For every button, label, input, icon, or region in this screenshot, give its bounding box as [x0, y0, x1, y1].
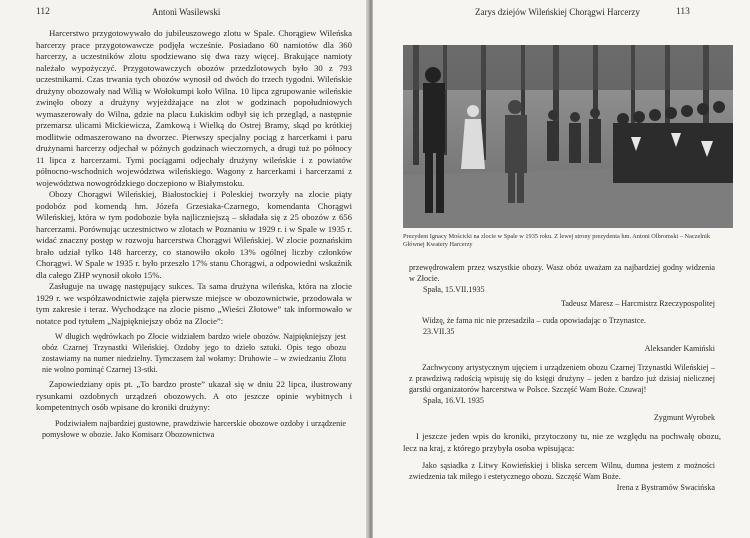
left-body-text [36, 28, 352, 440]
historical-photo [403, 45, 733, 228]
quote-date: Spała, 15.VII.1935 [423, 285, 485, 294]
paragraph: Harcerstwo przygotowywało do jubileuszowego zlotu w Spale. Chorągiew Wileńska harcerzy prace przygotowawcze podjęła wcześnie. Posiadano 60 namiotów dla 360 harcerzy, a uczestników zlotu spodziewano się dwa razy więcej. Brakujące namioty należało wypożyczyć. Przygotowawczych obozów przedzlotowych było 30 z 793 uczestnikami. Czas trwania tych obozów wynosił od dwóch do trzech tygodni. Wileńskie drużyny obozowały nad Wilią w Wołokumpi koło Wilna. 10 lipca zgrupowanie wileńskie zwinęło obozy a drużyny wyjeżdżające na zlot w godzinach popołudniowych wymaszerowały do Wilna, gdzie na placu Łukiskim odbył się ich przegląd, a następnie przemarsz ulicami Mickiewicza, Zamkową i Wielką do Ostrej Bramy, skąd po krótkiej modlitwie odmaszerowano na dworzec. Pierwszy specjalny pociąg z harcerkami i paru drużynami harcerzy odjechał w późnych godzinach wieczornych, a drugi tuż po północy 11 lipca z harcerzami. Tymi pociągami odjechały drużyny wileńskie i z powiatów północno-wschodnich województwa wileńskiego. Wagony z harcerkami i harcerzami z województwa nowogródzkiego doczepiono w Białymstoku. [36, 28, 352, 188]
left-page [0, 0, 369, 538]
block-quote: Jako sąsiadka z Litwy Kowieńskiej i bliska sercem Wilnu, dumna jestem z możności zwiedzenia tak miłego i estetycznego obozu. Szczęść Wam Boże. [409, 461, 715, 481]
quote-signature: Irena z Bystramów Swacińska [616, 483, 715, 492]
right-body-text [403, 262, 721, 493]
block-quote: Widzę, że fama nic nie przesadziła – cuda opowiadając o Trzynastce. [422, 316, 646, 325]
paragraph: Zasługuje na uwagę następujący sukces. Ta sama drużyna wileńska, która na zlocie 1929 r. we współzawodnictwie zajęła pierwsze miejsce w obozownictwie, przodowała w tym zakresie i teraz. Wychodzące na zlocie pismo „Wieści Złotowe” tak informowało w notatce pod tytułem „Najpiękniejszy obóz na Zlocie”: [36, 281, 352, 326]
running-head-left: Antoni Wasilewski [152, 7, 221, 17]
right-page [373, 0, 750, 538]
page-number-left: 112 [36, 7, 50, 17]
block-quote: przewędrowałem przez wszystkie obozy. Wasz obóz uważam za najbardziej godny widzenia w Złocie. [409, 263, 715, 283]
paragraph: Obozy Chorągwi Wileńskiej, Białostockiej i Poleskiej tworzyły na zlocie piąty podobóz pod komendą hm. Józefa Grzesiaka-Czarnego, komendanta Chorągwi Wileńskiej, która w tym podobozie była najliczniejszą – składała się z 25 obozów z 656 harcerzami. Porównując uczestnictwo w zlotach w Poznaniu w 1929 r. i w Spale w 1935 r. widać znaczny postęp w rozwoju harcerstwa Chorągwi Wileńskiej. W zlocie poznańskim brało udział tylko 148 harcerzy, co stanowiło około 13% ogólnej liczby członków Chorągwi. W Spale w 1935 r. było przeszło 17% stanu Chorągwi, a odpowiedni wskaźnik dla całego ZHP wynosił około 15%. [36, 189, 352, 280]
quote-signature: Tadeusz Maresz – Harcmistrz Rzeczypospolitej [560, 299, 715, 308]
quote-date: Spała, 16.VI. 1935 [423, 396, 484, 405]
quote-signature: Zygmunt Wyrobek [653, 413, 715, 422]
paragraph: I jeszcze jeden wpis do kroniki, przytoczony tu, nie ze względu na pochwałę obozu, lecz na kraj, z którego przybyła osoba wpisująca: [403, 431, 721, 453]
photo-caption: Prezydent Ignacy Mościcki na zlocie w Spale w 1935 roku. Z lewej strony prezydenta hm. Antoni Olbromski – Naczelnik Głównej Kwatery Harcerzy [403, 233, 711, 249]
page-number-right: 113 [676, 7, 690, 17]
paragraph: Zapowiedziany opis pt. „To bardzo proste” ukazał się w dniu 22 lipca, ilustrowany rysunkami ozdobnych urządzeń obozowych. A oto jeszcze opinie wybitnych i kompetentnych osób wpisane do kroniki drużyny: [36, 379, 352, 412]
quote-signature: Aleksander Kamiński [644, 344, 715, 353]
block-quote: Zachwycony artystycznym ujęciem i urządzeniem obozu Czarnej Trzynastki Wileńskiej – z prawdziwą radością wpisuję się do księgi drużyny – jeden z bardzo już dzisiaj nielicznej garstki organizatorów harcerstwa w Polsce. Szczęść Wam Boże. Czuwaj! [409, 363, 715, 394]
block-quote: W długich wędrówkach po Złocie widziałem bardzo wiele obozów. Najpiękniejszy jest obóz Czarnej Trzynastki Wileńskiej. Ozdoby jego to dzieło sztuki. Opis tego obozu zostawiamy na numer niedzielny. Tymczasem żal wołamy: Druhowie – w zwiedzaniu Złotu nie wolno pominąć Czarnej 13-stki. [42, 332, 346, 374]
quote-date: 23.VII.35 [423, 327, 455, 336]
block-quote: Podziwiałem najbardziej gustowne, prawdziwie harcerskie obozowe ozdoby i urządzenie pomysłowe w obozie. Jako Komisarz Obozownictwa [42, 418, 346, 439]
photo-illustration [403, 45, 733, 228]
running-head-right: Zarys dziejów Wileńskiej Chorągwi Harcerzy [475, 7, 640, 17]
